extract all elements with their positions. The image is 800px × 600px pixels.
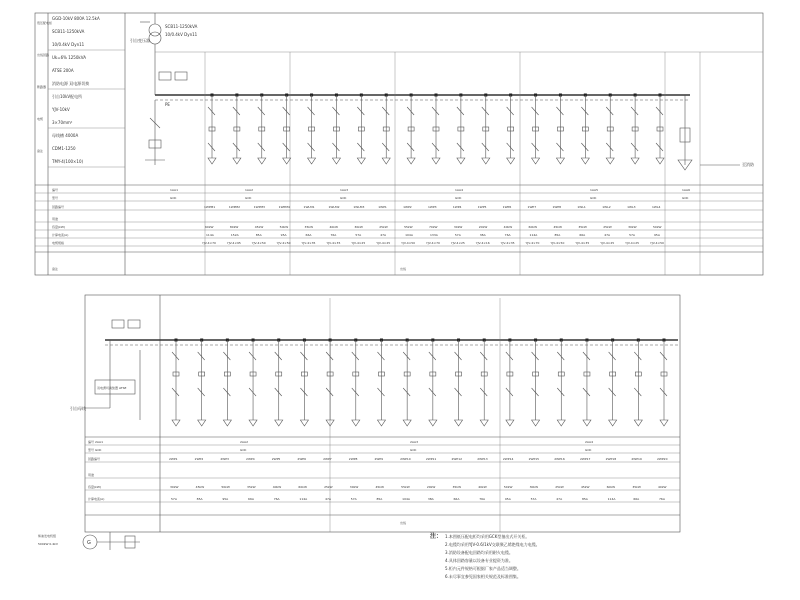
- circuit-capacity: 30kW: [628, 225, 637, 229]
- feeder-circuit: [656, 94, 664, 165]
- circuit-capacity: 50kW: [653, 225, 662, 229]
- cabinet-number: 2AA1: [95, 440, 104, 444]
- circuit-cable: YJV-4×35: [301, 241, 316, 245]
- cabinet-number: 1AA1: [170, 188, 179, 192]
- feeder-circuit: [506, 339, 514, 427]
- circuit-current: 76A: [273, 497, 280, 501]
- row-label: 电缆规格: [52, 241, 65, 245]
- circuit-current: 95A: [654, 233, 660, 237]
- circuit-capacity: 50kW: [279, 225, 289, 229]
- generator-text-1: 柴油发电机组: [38, 534, 57, 538]
- circuit-cable: YJV-4×50: [401, 241, 416, 245]
- cabinet-type: GCK: [95, 448, 102, 452]
- circuit-id: 1WP7: [527, 205, 537, 209]
- row-label: 用途: [88, 473, 95, 477]
- cabinet-number: 1AA3: [340, 188, 349, 192]
- circuit-capacity: 30kW: [170, 485, 179, 489]
- left-info-text: 10/0.4kV Dyn11: [52, 42, 85, 47]
- feeder-circuit: [172, 339, 180, 427]
- cabinet-number: 1AA5: [590, 188, 599, 192]
- row-label: 计算电流(A): [52, 233, 69, 237]
- circuit-capacity: 35kW: [632, 485, 641, 489]
- left-header-text: 断路器: [37, 85, 47, 89]
- circuit-capacity: 35kW: [247, 485, 256, 489]
- circuit-capacity: 25kW: [379, 225, 388, 229]
- feeder-circuit: [382, 94, 390, 165]
- circuit-id: 2WP3: [220, 457, 229, 461]
- feeder-circuit: [357, 94, 365, 165]
- upper-table: [35, 187, 763, 271]
- circuit-current: 66A: [633, 497, 640, 501]
- cabinet-type: GCK: [240, 448, 247, 452]
- circuit-current: 152A: [230, 233, 239, 237]
- circuit-current: 85A: [581, 497, 588, 501]
- meter-box: [159, 72, 171, 80]
- circuit-id: 2WP19: [631, 457, 642, 461]
- upper-left-header: [37, 20, 52, 153]
- circuit-id: 1WP6: [502, 205, 512, 209]
- circuit-capacity: 25kW: [555, 485, 564, 489]
- feeder-circuit: [300, 339, 308, 427]
- circuit-capacity: 60kW: [606, 485, 616, 489]
- circuit-id: 1WPM2: [228, 205, 241, 209]
- feeder-circuit: [249, 339, 257, 427]
- circuit-capacity: 40kW: [478, 485, 487, 489]
- circuit-cable: YJV-4×70: [202, 241, 216, 245]
- circuit-id: 1WLM2: [328, 205, 340, 209]
- circuit-id: 2WP4: [246, 457, 255, 461]
- circuit-current: 114A: [529, 233, 538, 237]
- upper-left-info: [48, 16, 125, 167]
- circuit-id: 2WP2: [194, 457, 204, 461]
- feeder-circuit: [332, 94, 340, 165]
- circuit-capacity: 40kW: [503, 225, 513, 229]
- circuit-cable: YJV-4×35: [500, 241, 515, 245]
- circuit-id: 1WL4: [652, 205, 661, 209]
- circuit-current: 85A: [196, 497, 203, 501]
- feeder-circuit: [208, 94, 216, 165]
- lower-table: [85, 439, 680, 525]
- meter-box: [112, 320, 124, 328]
- row-label: 回路编号: [88, 457, 101, 461]
- circuit-id: 1WPM1: [204, 205, 216, 209]
- circuit-current: 57A: [350, 497, 357, 501]
- fire-supply-branch: [678, 95, 740, 170]
- circuit-cable: YJV-4×25: [625, 241, 640, 245]
- cabinet-number: 2AA4: [585, 440, 594, 444]
- circuit-cable: YJV-4×50: [276, 241, 291, 245]
- circuit-id: 2WP17: [579, 457, 591, 461]
- circuit-cable: YJV-4×35: [575, 241, 590, 245]
- feeder-circuit: [480, 339, 488, 427]
- circuit-cable: YJV-4×25: [351, 241, 366, 245]
- footer-label: 出线: [400, 267, 407, 271]
- circuit-id: 2WP5: [271, 457, 281, 461]
- circuit-id: 2WP18: [605, 457, 617, 461]
- incoming-breaker: [145, 100, 165, 165]
- circuit-id: 1WL2: [602, 205, 611, 209]
- lower-circuits: [172, 339, 668, 427]
- upper-panel: [35, 13, 763, 275]
- circuit-current: 66A: [305, 233, 312, 237]
- note-line: 4.具体回路容量以设备专业提资为准。: [445, 558, 513, 563]
- row-label: 编号: [88, 440, 95, 444]
- cabinet-type: GCK: [410, 448, 417, 452]
- circuit-capacity: 25kW: [324, 485, 333, 489]
- cabinet-number: 1AA4: [455, 188, 464, 192]
- circuit-current: 57A: [629, 233, 635, 237]
- feeder-circuit: [275, 339, 283, 427]
- left-info-text: TMY-4(100×10): [52, 159, 84, 164]
- feeder-circuit: [532, 339, 540, 427]
- ats-label: 双电源切换装置 ATSE: [97, 386, 127, 390]
- ats-unit: [85, 340, 140, 420]
- circuit-id: 2WP10: [400, 457, 411, 461]
- circuit-id: 2WP13: [477, 457, 488, 461]
- note-line: 3.消防设备配电回路均采用耐火电缆。: [445, 550, 513, 555]
- circuit-cable: YJV-4×70: [525, 241, 540, 245]
- cabinet-type: GCK: [682, 196, 689, 200]
- circuit-capacity: 40kW: [272, 485, 282, 489]
- left-header-text: 低压配电柜: [37, 21, 53, 25]
- circuit-current: 47A: [380, 233, 387, 237]
- feeder-circuit: [482, 94, 490, 165]
- feeder-circuit: [556, 94, 564, 165]
- feeder-circuit: [581, 94, 589, 165]
- row-label: 回路编号: [52, 205, 65, 209]
- feeder-circuit: [308, 94, 316, 165]
- note-line: 2.电缆均采用YJV-0.6/1kV交联聚乙烯绝缘电力电缆。: [445, 542, 540, 547]
- circuit-id: 2WP11: [425, 457, 437, 461]
- left-info-text: Uk=6% 1250kVA: [52, 55, 86, 60]
- circuit-capacity: 50kW: [503, 485, 513, 489]
- circuit-capacity: 30kW: [529, 485, 539, 489]
- left-header-text: 备注: [37, 149, 44, 153]
- circuit-id: 2WP20: [657, 457, 668, 461]
- feeder-circuit: [606, 94, 614, 165]
- left-header-text: 出线回路: [37, 53, 50, 57]
- feeder-circuit: [352, 339, 360, 427]
- circuit-capacity: 60kW: [205, 225, 214, 229]
- meter-box: [128, 320, 140, 328]
- circuit-id: 1WLM1: [303, 205, 315, 209]
- circuit-current: 76A: [504, 233, 511, 237]
- circuit-capacity: 30kW: [453, 225, 463, 229]
- circuit-capacity: 30kW: [354, 225, 363, 229]
- circuit-current: 57A: [355, 233, 362, 237]
- cabinet-number: 1AA6: [682, 188, 691, 192]
- circuit-current: 38A: [479, 233, 486, 237]
- circuit-capacity: 20kW: [426, 485, 436, 489]
- circuit-cable: YJV-4×25: [376, 241, 391, 245]
- upper-circuits: [208, 94, 664, 165]
- circuit-capacity: 55kW: [404, 225, 413, 229]
- feeder-circuit: [233, 94, 241, 165]
- cabinet-type: GCK: [590, 196, 597, 200]
- feeder-circuit: [455, 339, 463, 427]
- note-line: 6.未尽事宜参见国家相关规范及标准图集。: [445, 574, 521, 579]
- feeder-circuit: [557, 339, 565, 427]
- circuit-cable: YJV-4×50: [650, 241, 664, 245]
- circuit-current: 66A: [248, 497, 254, 501]
- circuit-current: 76A: [659, 497, 665, 501]
- footer-label: 备注: [52, 267, 59, 271]
- circuit-id: 1WPM4: [278, 205, 290, 209]
- feeder-circuit: [326, 339, 334, 427]
- circuit-capacity: 35kW: [578, 225, 587, 229]
- cabinet-number: 2AA3: [410, 440, 419, 444]
- feeder-circuit: [457, 94, 465, 165]
- feeder-circuit: [507, 94, 515, 165]
- circuit-current: 114A: [206, 233, 214, 237]
- circuit-current: 47A: [325, 497, 331, 501]
- cabinet-number: 2AA2: [240, 440, 249, 444]
- left-info-text: 消防电源 双电源切换: [52, 81, 90, 86]
- left-info-text: SCB11-1250kVA: [52, 29, 85, 34]
- circuit-capacity: 80kW: [229, 225, 239, 229]
- cabinet-number: 1AA2: [245, 188, 254, 192]
- circuit-id: 1WP2: [403, 205, 412, 209]
- meter-box: [175, 72, 187, 80]
- circuit-id: 2WP14: [502, 457, 514, 461]
- row-label: 计算电流(A): [88, 497, 105, 501]
- circuit-current: 95A: [504, 497, 511, 501]
- transformer-symbol: [140, 13, 161, 95]
- circuit-capacity: 50kW: [221, 485, 230, 489]
- circuit-current: 114A: [299, 497, 308, 501]
- circuit-current: 104A: [402, 497, 410, 501]
- circuit-current: 85A: [376, 497, 383, 501]
- generator-symbol: [83, 532, 140, 550]
- circuit-current: 47A: [604, 233, 611, 237]
- left-info-text: GGD-10kV 800A 12.5kA: [52, 16, 100, 21]
- feeder-circuit: [429, 339, 437, 427]
- circuit-id: 1WL3: [627, 205, 636, 209]
- pe-label: PE: [165, 102, 170, 107]
- circuit-current: 47A: [556, 497, 563, 501]
- left-info-text: YJV-10kV: [52, 107, 70, 112]
- circuit-id: 2WP6: [297, 457, 307, 461]
- circuit-cable: YJV-4×25: [450, 241, 465, 245]
- cabinet-type: GCK: [170, 196, 177, 200]
- circuit-id: 1WP1: [378, 205, 387, 209]
- circuit-id: 1WP8: [552, 205, 562, 209]
- circuit-current: 38A: [427, 497, 434, 501]
- circuit-id: 2WP15: [528, 457, 540, 461]
- cabinet-type: GCK: [245, 196, 252, 200]
- circuit-capacity: 60kW: [298, 485, 307, 489]
- circuit-id: 1WL1: [577, 205, 586, 209]
- footer-label: 出线: [400, 521, 407, 525]
- circuit-capacity: 40kW: [658, 485, 667, 489]
- circuit-current: 57A: [171, 497, 177, 501]
- circuit-current: 85A: [255, 233, 262, 237]
- circuit-cable: YJV-4×25: [600, 241, 615, 245]
- circuit-current: 76A: [479, 497, 486, 501]
- circuit-capacity: 55kW: [401, 485, 410, 489]
- feeder-circuit: [609, 339, 617, 427]
- generator-text-2: 500kW 0.4kV: [38, 542, 58, 546]
- circuit-id: 2WP16: [554, 457, 565, 461]
- feeder-circuit: [532, 94, 540, 165]
- note-line: 1.本图低压配电柜均采用GCK型抽出式开关柜。: [445, 534, 530, 539]
- circuit-id: 2WP8: [348, 457, 358, 461]
- circuit-id: 2WP7: [323, 457, 332, 461]
- circuit-id: 2WP9: [374, 457, 384, 461]
- circuit-capacity: 45kW: [580, 485, 590, 489]
- cabinet-type: GCK: [585, 448, 592, 452]
- circuit-cable: YJV-4×50: [550, 241, 565, 245]
- feeder-circuit: [377, 339, 385, 427]
- left-info-text: 3×70mm²: [52, 120, 73, 125]
- circuit-id: 2WP1: [169, 457, 178, 461]
- feeder-circuit: [634, 339, 642, 427]
- circuit-id: 1WP3: [428, 205, 437, 209]
- circuit-capacity: 45kW: [195, 485, 205, 489]
- left-info-text: ATSE 200A: [52, 68, 74, 73]
- circuit-capacity: 30kW: [349, 485, 359, 489]
- cabinet-type: GCK: [340, 196, 347, 200]
- circuit-current: 85A: [554, 233, 561, 237]
- cabinet-type: GCK: [455, 196, 462, 200]
- circuit-id: 1WP4: [452, 205, 462, 209]
- circuit-cable: YJV-4×70: [426, 241, 440, 245]
- feeder-circuit: [258, 94, 266, 165]
- circuit-id: 1WLM3: [353, 205, 365, 209]
- feeder-circuit: [283, 94, 291, 165]
- row-label: 容量(kW): [52, 225, 66, 229]
- circuit-current: 57A: [530, 497, 537, 501]
- row-label: 型号: [52, 196, 59, 200]
- circuit-current: 95A: [222, 497, 229, 501]
- row-label: 容量(kW): [88, 485, 102, 489]
- circuit-capacity: 45kW: [375, 485, 385, 489]
- lower-panel: [38, 295, 680, 550]
- feeder-circuit: [660, 339, 668, 427]
- circuit-current: 104A: [405, 233, 413, 237]
- transformer-rating: SCB11-1250kVA: [165, 24, 198, 29]
- circuit-capacity: 20kW: [478, 225, 488, 229]
- circuit-cable: YJV-4×50: [251, 241, 266, 245]
- circuit-id: 2WP12: [451, 457, 463, 461]
- circuit-current: 76A: [330, 233, 337, 237]
- left-info-text: CDM1-1250: [52, 146, 76, 151]
- circuit-capacity: 40kW: [329, 225, 338, 229]
- feeder-circuit: [583, 339, 591, 427]
- feeder-circuit: [403, 339, 411, 427]
- circuit-current: 66A: [453, 497, 460, 501]
- circuit-capacity: 60kW: [528, 225, 538, 229]
- feeder-circuit: [407, 94, 415, 165]
- transformer-ratio: 10/0.4kV Dyn11: [165, 32, 198, 37]
- row-label: 用途: [52, 217, 59, 221]
- circuit-cable: YJV-4×35: [326, 241, 341, 245]
- circuit-capacity: 45kW: [553, 225, 562, 229]
- circuit-current: 57A: [454, 233, 461, 237]
- circuit-capacity: 35kW: [452, 485, 462, 489]
- incoming-bus-label: 引自母线: [70, 406, 86, 411]
- circuit-current: 95A: [280, 233, 287, 237]
- circuit-capacity: 45kW: [254, 225, 264, 229]
- generator-letter: G: [87, 540, 91, 546]
- circuit-id: 1WP5: [477, 205, 487, 209]
- left-header-text: 电缆: [37, 117, 44, 121]
- row-label: 编号: [52, 188, 59, 192]
- circuit-current: 66A: [579, 233, 586, 237]
- incoming-label: 引自变压器: [130, 38, 150, 43]
- row-label: 型号: [88, 448, 95, 452]
- circuit-capacity: 25kW: [603, 225, 612, 229]
- feeder-circuit: [631, 94, 639, 165]
- circuit-cable: YJV-4×16: [475, 241, 490, 245]
- feeder-circuit: [223, 339, 231, 427]
- circuit-current: 133A: [430, 233, 438, 237]
- left-info-text: 母线槽 4000A: [52, 133, 79, 138]
- circuit-capacity: 35kW: [304, 225, 314, 229]
- feeder-circuit: [198, 339, 206, 427]
- right-supply-label: 至消防: [742, 162, 754, 167]
- notes-title: 注：: [430, 533, 443, 540]
- feeder-circuit: [432, 94, 440, 165]
- circuit-current: 114A: [607, 497, 616, 501]
- circuit-id: 1WPM3: [253, 205, 265, 209]
- circuit-cable: YJV-4×95: [226, 241, 241, 245]
- note-line: 5.柜内元件规格可根据厂家产品适当调整。: [445, 566, 521, 571]
- left-info-text: 引自10kV配电所: [52, 94, 83, 99]
- notes-block: [430, 532, 540, 579]
- circuit-capacity: 70kW: [429, 225, 438, 229]
